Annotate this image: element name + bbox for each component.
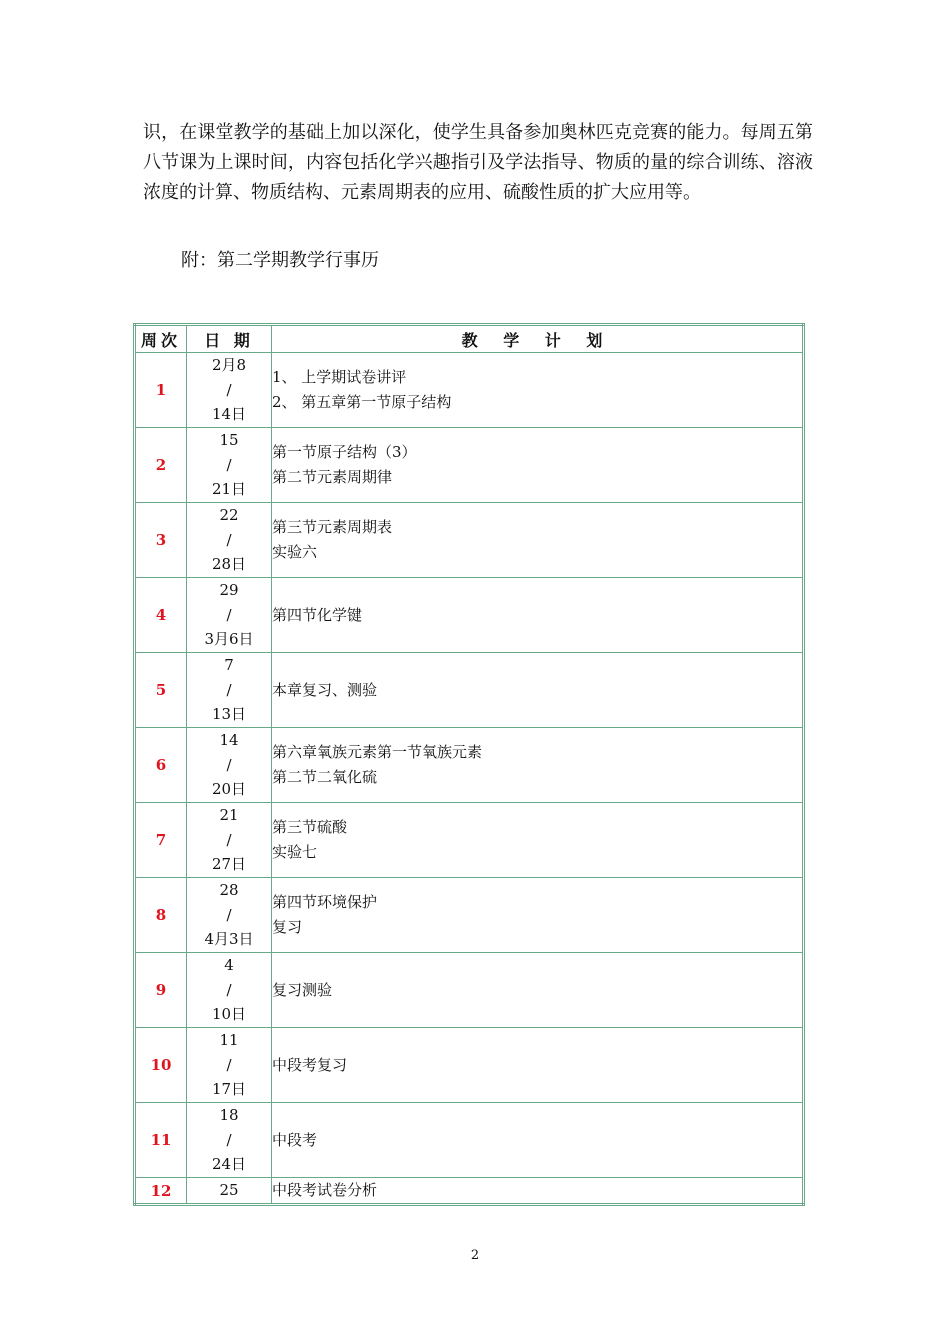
date-line: 7 bbox=[224, 656, 234, 675]
date-line: / bbox=[226, 455, 232, 474]
plan-line: 2、 第五章第一节原子结构 bbox=[272, 393, 452, 411]
date-cell bbox=[187, 878, 272, 953]
date-line: 13日 bbox=[211, 705, 247, 724]
week-number: 4 bbox=[135, 578, 187, 653]
date-line: / bbox=[226, 755, 232, 774]
week-number: 10 bbox=[135, 1028, 187, 1103]
header-date bbox=[187, 325, 272, 353]
date-line: 28 bbox=[219, 881, 239, 900]
table-row bbox=[135, 578, 804, 653]
date-line: 27日 bbox=[211, 855, 247, 874]
week-number: 12 bbox=[135, 1178, 187, 1205]
plan-cell bbox=[272, 428, 804, 503]
date-line: 4月3日 bbox=[204, 930, 254, 949]
plan-cell bbox=[272, 578, 804, 653]
week-number: 8 bbox=[135, 878, 187, 953]
table-row bbox=[135, 803, 804, 878]
date-cell bbox=[187, 1103, 272, 1178]
plan-line: 第三节硫酸 bbox=[272, 818, 348, 836]
plan-line: 第三节元素周期表 bbox=[272, 518, 393, 536]
plan-cell bbox=[272, 803, 804, 878]
date-cell bbox=[187, 953, 272, 1028]
table-row bbox=[135, 503, 804, 578]
date-line: / bbox=[226, 680, 232, 699]
date-line: 17日 bbox=[211, 1080, 247, 1099]
week-number: 1 bbox=[135, 353, 187, 428]
header-plan: 教 学 计 划 bbox=[272, 325, 804, 353]
date-line: 18 bbox=[219, 1106, 239, 1125]
week-number: 7 bbox=[135, 803, 187, 878]
header-date-label: 日 期 bbox=[204, 330, 254, 350]
plan-line: 中段考 bbox=[272, 1130, 318, 1149]
date-line: / bbox=[226, 605, 232, 624]
date-line: / bbox=[226, 380, 232, 399]
date-line: 14日 bbox=[211, 405, 247, 424]
date-line: 29 bbox=[219, 581, 239, 600]
date-line: 10日 bbox=[211, 1005, 247, 1024]
week-number: 9 bbox=[135, 953, 187, 1028]
date-line: / bbox=[226, 530, 232, 549]
date-line: 3月6日 bbox=[204, 630, 254, 649]
table-row bbox=[135, 878, 804, 953]
date-line: / bbox=[226, 905, 232, 924]
teaching-schedule-table bbox=[133, 323, 805, 1206]
date-line: / bbox=[226, 1130, 232, 1149]
date-line: 2月8 bbox=[211, 356, 247, 375]
table-row bbox=[135, 1028, 804, 1103]
plan-cell bbox=[272, 1028, 804, 1103]
date-line: 24日 bbox=[211, 1155, 247, 1174]
date-cell bbox=[187, 578, 272, 653]
date-line: / bbox=[226, 1055, 232, 1074]
plan-line: 第四节环境保护 bbox=[272, 893, 378, 911]
plan-cell bbox=[272, 1178, 804, 1205]
table-row bbox=[135, 953, 804, 1028]
date-cell bbox=[187, 428, 272, 503]
date-line: 4 bbox=[224, 956, 234, 975]
date-cell bbox=[187, 353, 272, 428]
plan-cell bbox=[272, 353, 804, 428]
date-line: 14 bbox=[219, 731, 239, 750]
date-line: 11 bbox=[219, 1031, 239, 1050]
plan-line: 第一节原子结构（3） bbox=[272, 443, 417, 461]
table-row bbox=[135, 653, 804, 728]
week-number: 2 bbox=[135, 428, 187, 503]
plan-line: 中段考复习 bbox=[272, 1055, 348, 1074]
week-number: 3 bbox=[135, 503, 187, 578]
date-cell bbox=[187, 1028, 272, 1103]
plan-line: 实验六 bbox=[272, 543, 318, 561]
date-line: 21日 bbox=[211, 480, 247, 499]
date-cell bbox=[187, 728, 272, 803]
week-number: 6 bbox=[135, 728, 187, 803]
table-header-row bbox=[135, 325, 804, 353]
date-line: 22 bbox=[219, 506, 239, 525]
date-line: 28日 bbox=[211, 555, 247, 574]
plan-line: 第二节二氧化硫 bbox=[272, 768, 378, 786]
plan-line: 复习 bbox=[272, 918, 303, 936]
week-number: 5 bbox=[135, 653, 187, 728]
date-line: 21 bbox=[219, 806, 239, 825]
plan-cell bbox=[272, 953, 804, 1028]
plan-line: 第六章氧族元素第一节氧族元素 bbox=[272, 743, 483, 761]
date-line: / bbox=[226, 980, 232, 999]
plan-cell bbox=[272, 878, 804, 953]
header-week-label: 周次 bbox=[140, 330, 181, 350]
table-row bbox=[135, 1178, 804, 1205]
date-cell bbox=[187, 1178, 272, 1205]
plan-cell bbox=[272, 653, 804, 728]
table-row bbox=[135, 728, 804, 803]
date-cell bbox=[187, 803, 272, 878]
appendix-title: 附：第二学期教学行事历 bbox=[181, 250, 379, 271]
plan-line: 复习测验 bbox=[272, 980, 333, 999]
table-row bbox=[135, 428, 804, 503]
plan-line: 中段考试卷分析 bbox=[272, 1181, 378, 1199]
page-number: 2 bbox=[470, 1248, 480, 1263]
plan-cell bbox=[272, 503, 804, 578]
date-line: 15 bbox=[219, 431, 239, 450]
date-line: 25 bbox=[219, 1181, 239, 1200]
plan-line: 本章复习、测验 bbox=[272, 680, 378, 699]
date-line: 20日 bbox=[211, 780, 247, 799]
date-cell bbox=[187, 653, 272, 728]
plan-line: 第四节化学键 bbox=[272, 605, 363, 624]
table-row bbox=[135, 1103, 804, 1178]
plan-line: 1、 上学期试卷讲评 bbox=[272, 368, 407, 386]
plan-line: 第二节元素周期律 bbox=[272, 468, 393, 486]
date-cell bbox=[187, 503, 272, 578]
plan-cell bbox=[272, 728, 804, 803]
table-row bbox=[135, 353, 804, 428]
plan-line: 实验七 bbox=[272, 843, 318, 861]
week-number: 11 bbox=[135, 1103, 187, 1178]
table-body bbox=[135, 353, 804, 1205]
date-line: / bbox=[226, 830, 232, 849]
plan-cell bbox=[272, 1103, 804, 1178]
header-week bbox=[135, 325, 187, 353]
body-paragraph: 识，在课堂教学的基础上加以深化，使学生具备参加奥林匹克竞赛的能力。每周五第八节课为上课时间，内容包括化学兴趣指引及学法指导、物质的量的综合训练、溶液浓度的计算、物质结构、元素周期表的应用、硫酸性质的扩大应用等。 bbox=[143, 122, 813, 203]
